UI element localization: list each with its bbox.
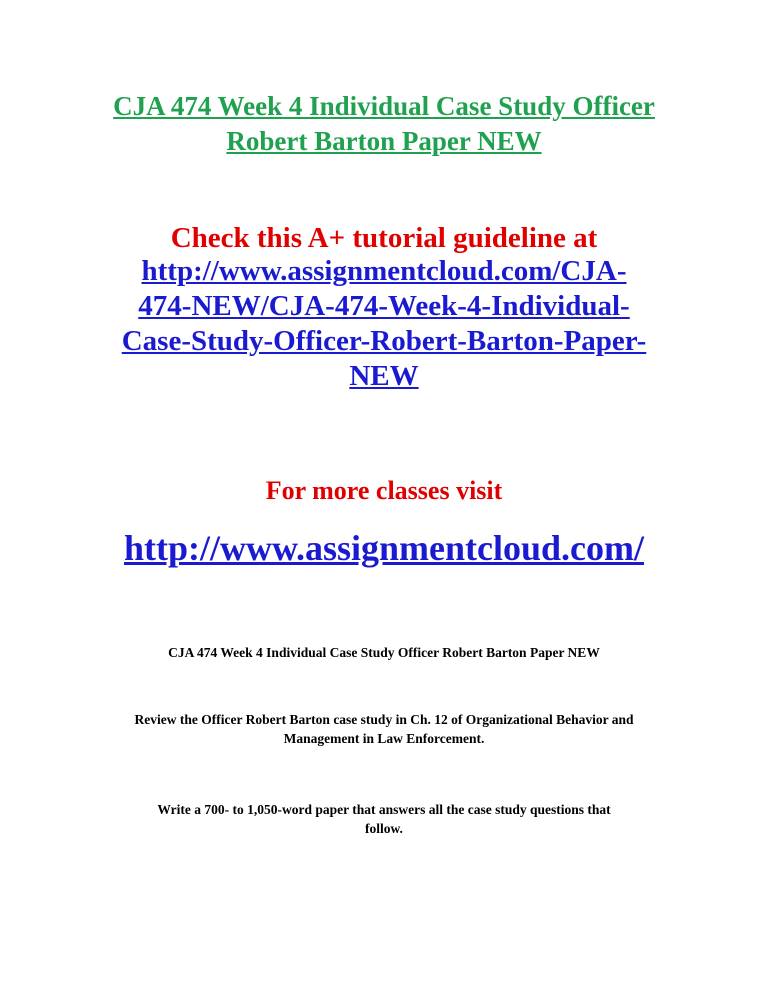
document-title-line-2: Robert Barton Paper NEW [226,126,542,156]
check-tutorial-text: Check this A+ tutorial guideline at [170,222,598,254]
site-link[interactable]: http://www.assignmentcloud.com/ [123,528,645,568]
tutorial-link-line-4[interactable]: NEW [349,360,419,392]
paragraph-1-line-1: Review the Officer Robert Barton case study in Ch. 12 of Organizational Behavior and [134,712,634,727]
tutorial-link-line-2[interactable]: 474-NEW/CJA-474-Week-4-Individual- [138,290,630,322]
document-title-line-1: CJA 474 Week 4 Individual Case Study Officer [113,91,655,121]
body-heading: CJA 474 Week 4 Individual Case Study Officer Robert Barton Paper NEW [168,645,600,660]
paragraph-2-line-1: Write a 700- to 1,050-word paper that answers all the case study questions that [157,802,611,817]
paragraph-2-line-2: follow. [365,821,403,836]
tutorial-link-line-1[interactable]: http://www.assignmentcloud.com/CJA- [141,255,627,287]
paragraph-1-line-2: Management in Law Enforcement. [283,731,485,746]
more-classes-text: For more classes visit [265,476,503,505]
tutorial-link-line-3[interactable]: Case-Study-Officer-Robert-Barton-Paper- [121,325,647,357]
